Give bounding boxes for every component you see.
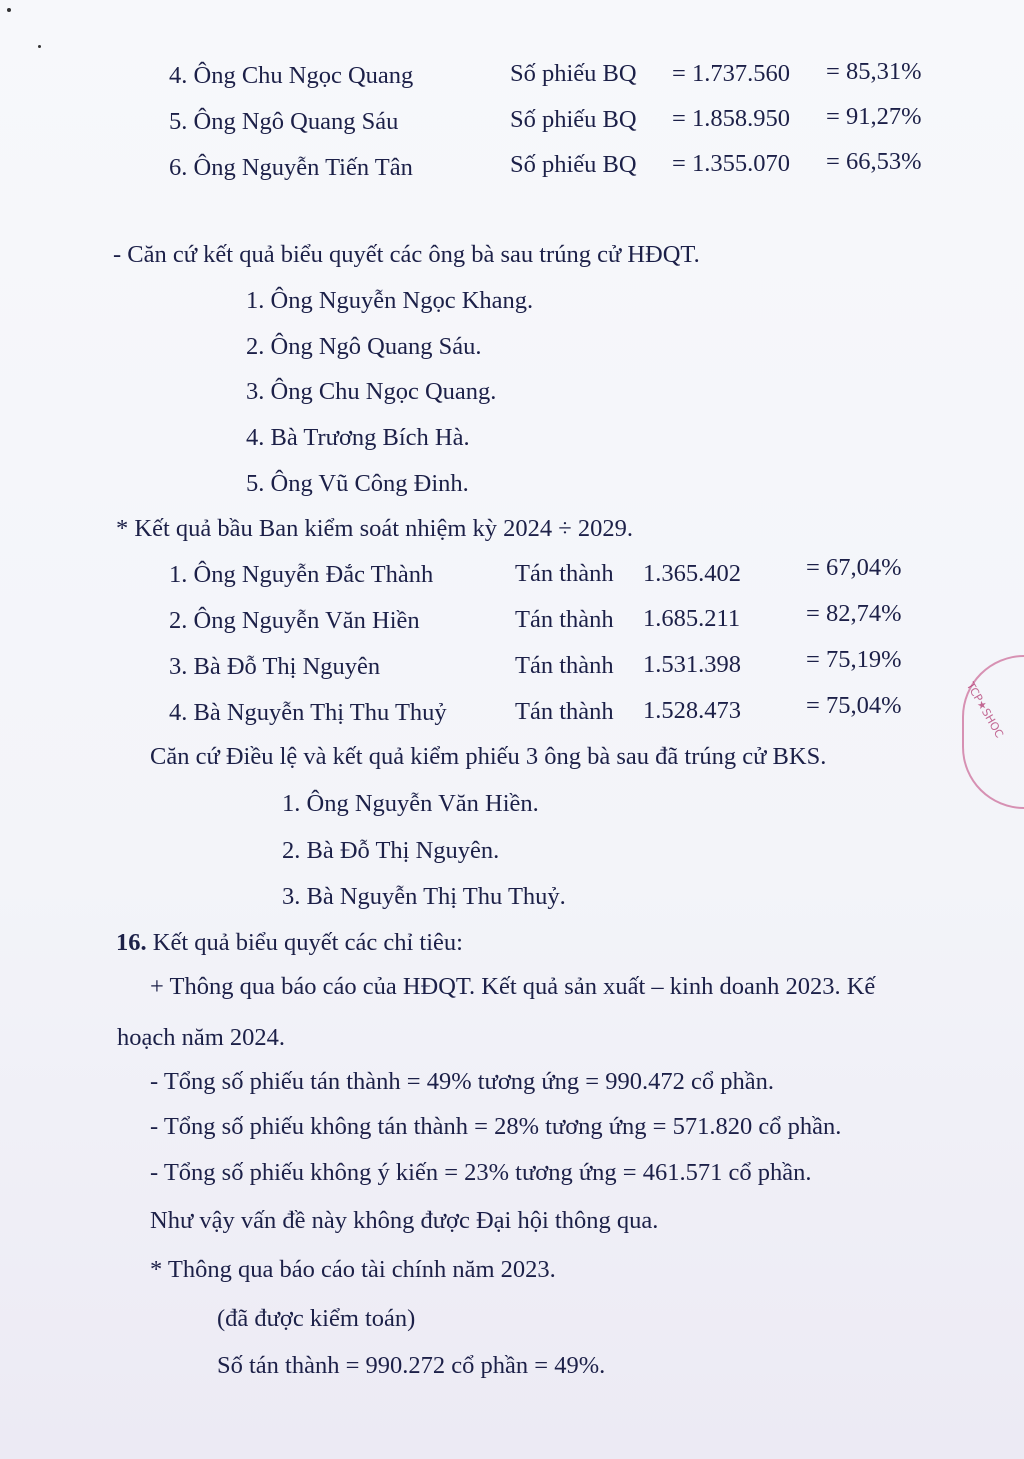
hdqt-elected-item: 5. Ông Vũ Công Đinh. [246,470,469,497]
bks-vote-pct: = 82,74% [806,600,902,627]
item1-stat: - Tổng số phiếu tán thành = 49% tương ứng = 990.472 cổ phần. [150,1068,774,1095]
bks-vote-count: 1.685.211 [643,605,741,632]
item2-result: Số tán thành = 990.272 cổ phần = 49%. [217,1352,606,1379]
bks-vote-name: 1. Ông Nguyễn Đắc Thành [169,561,434,588]
section-number: 16. [116,929,147,956]
bks-vote-pct: = 67,04% [806,554,902,581]
bks-vote-type: Tán thành [515,698,614,725]
bks-vote-name: 2. Ông Nguyễn Văn Hiền [169,607,420,634]
bks-elected-item: 2. Bà Đỗ Thị Nguyên. [282,837,500,864]
vote-bq-count: = 1.355.070 [672,150,790,177]
bks-heading: * Kết quả bầu Ban kiểm soát nhiệm kỳ 2024 ÷ 2029. [116,515,633,542]
bks-vote-pct: = 75,19% [806,646,902,673]
bks-elected-item: 1. Ông Nguyễn Văn Hiền. [282,790,539,817]
bks-vote-type: Tán thành [515,560,614,587]
hdqt-elected-item: 4. Bà Trương Bích Hà. [246,424,470,451]
hdqt-elected-item: 3. Ông Chu Ngọc Quang. [246,378,497,405]
vote-bq-type: Số phiếu BQ [510,106,637,133]
item1-line1: + Thông qua báo cáo của HĐQT. Kết quả sản xuất – kinh doanh 2023. Kế [150,973,876,1000]
item2-title: * Thông qua báo cáo tài chính năm 2023. [150,1256,556,1283]
bks-vote-type: Tán thành [515,606,614,633]
hdqt-intro: - Căn cứ kết quả biểu quyết các ông bà sau trúng cử HĐQT. [113,241,700,268]
hdqt-elected-item: 1. Ông Nguyễn Ngọc Khang. [246,287,534,314]
bks-vote-count: 1.528.473 [643,697,741,724]
bks-vote-count: 1.365.402 [643,560,741,587]
vote-bq-count: = 1.737.560 [672,60,790,87]
bks-elected-item: 3. Bà Nguyễn Thị Thu Thuỷ. [282,883,566,910]
scan-speck [7,8,11,12]
item2-note: (đã được kiểm toán) [217,1305,416,1332]
item1-conclusion: Như vậy vấn đề này không được Đại hội thông qua. [150,1207,659,1234]
hdqt-elected-item: 2. Ông Ngô Quang Sáu. [246,333,482,360]
seal-text: TCP★SHOC [963,680,1006,741]
bks-vote-type: Tán thành [515,652,614,679]
vote-bq-name: 4. Ông Chu Ngọc Quang [169,62,414,89]
section-title: Kết quả biểu quyết các chỉ tiêu: [152,929,463,956]
item1-line2: hoạch năm 2024. [117,1024,286,1051]
vote-bq-type: Số phiếu BQ [510,60,637,87]
bks-vote-name: 4. Bà Nguyễn Thị Thu Thuỷ [169,699,447,726]
vote-bq-name: 5. Ông Ngô Quang Sáu [169,108,399,135]
vote-bq-name: 6. Ông Nguyễn Tiến Tân [169,154,413,181]
vote-bq-type: Số phiếu BQ [510,151,637,178]
bks-vote-pct: = 75,04% [806,692,902,719]
vote-bq-pct: = 66,53% [826,148,922,175]
bks-vote-name: 3. Bà Đỗ Thị Nguyên [169,653,381,680]
item1-stat: - Tổng số phiếu không ý kiến = 23% tương ứng = 461.571 cổ phần. [150,1159,812,1186]
bks-vote-count: 1.531.398 [643,651,741,678]
scan-speck [38,45,41,48]
vote-bq-count: = 1.858.950 [672,105,790,132]
vote-bq-pct: = 85,31% [826,58,922,85]
bks-intro: Căn cứ Điều lệ và kết quả kiểm phiếu 3 ông bà sau đã trúng cử BKS. [150,743,827,770]
section-16-heading [116,931,463,956]
item1-stat: - Tổng số phiếu không tán thành = 28% tương ứng = 571.820 cổ phần. [150,1113,842,1140]
vote-bq-pct: = 91,27% [826,103,922,130]
